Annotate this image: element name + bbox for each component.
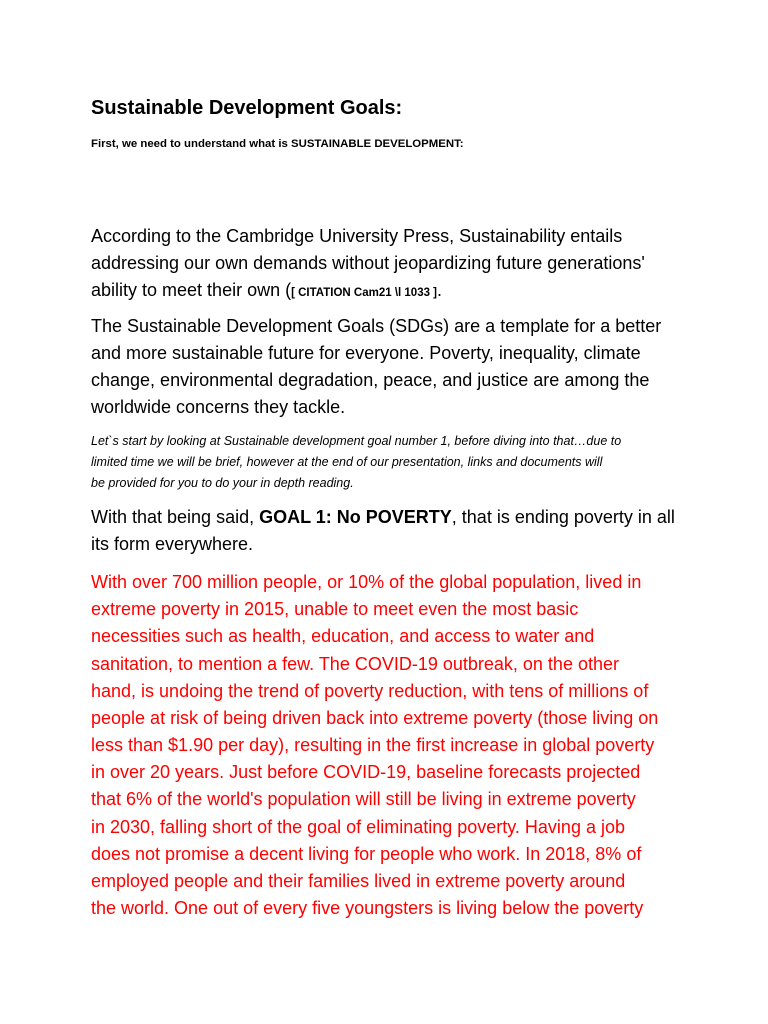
text-line: less than $1.90 per day), resulting in the first increase in global poverty xyxy=(91,735,655,756)
text-line: sanitation, to mention a few. The COVID-19 outbreak, on the other xyxy=(91,653,619,674)
text-line: According to the Cambridge University Press, Sustainability entails xyxy=(91,226,623,246)
text-line: its form everywhere. xyxy=(91,534,254,554)
text-line xyxy=(91,504,675,531)
text-line: in 2030, falling short of the goal of eliminating poverty. Having a job xyxy=(91,816,625,837)
text-segment: ability to meet their own ( xyxy=(91,280,292,300)
text-line: and more sustainable future for everyone. Poverty, inequality, climate xyxy=(91,343,641,363)
text-line: does not promise a decent living for people who work. In 2018, 8% of xyxy=(91,843,642,864)
paragraph-sustainability-definition xyxy=(91,223,645,307)
document-subtitle: First, we need to understand what is SUSTAINABLE DEVELOPMENT: xyxy=(91,138,464,150)
citation-field: [ CITATION Cam21 \l 1033 ] xyxy=(291,287,438,299)
text-line: The Sustainable Development Goals (SDGs) are a template for a better xyxy=(91,316,662,336)
text-segment: With that being said, xyxy=(91,507,260,527)
paragraph-goal-1 xyxy=(91,504,675,558)
text-line: in over 20 years. Just before COVID-19, baseline forecasts projected xyxy=(91,762,641,783)
text-line: people at risk of being driven back into extreme poverty (those living on xyxy=(91,707,659,728)
text-line: With over 700 million people, or 10% of the global population, lived in xyxy=(91,572,642,592)
document-title: Sustainable Development Goals: xyxy=(91,97,403,119)
text-line: employed people and their families lived in extreme poverty around xyxy=(91,870,626,891)
paragraph-sdg-overview xyxy=(91,313,661,421)
text-line: necessities such as health, education, and access to water and xyxy=(91,626,595,647)
text-line: the world. One out of every five youngsters is living below the poverty xyxy=(91,898,644,919)
text-line: change, environmental degradation, peace, and justice are among the xyxy=(91,370,650,390)
text-line: limited time we will be brief, however at the end of our presentation, links and documents will xyxy=(91,455,603,469)
paragraph-intro-note xyxy=(91,431,621,494)
text-line: worldwide concerns they tackle. xyxy=(91,397,346,417)
text-line: addressing our own demands without jeopardizing future generations' xyxy=(91,253,645,273)
text-line: that 6% of the world's population will still be living in extreme poverty xyxy=(91,789,636,810)
text-line: hand, is undoing the trend of poverty reduction, with tens of millions of xyxy=(91,680,649,701)
text-line xyxy=(91,277,645,307)
text-segment: , that is ending poverty in all xyxy=(451,507,675,527)
text-line: be provided for you to do your in depth reading. xyxy=(91,476,354,490)
text-line: Let`s start by looking at Sustainable development goal number 1, before diving into that…due to xyxy=(91,434,622,448)
text-segment: . xyxy=(437,280,443,300)
paragraph-poverty-facts xyxy=(91,569,658,922)
goal-1-label: GOAL 1: No POVERTY xyxy=(259,507,452,527)
text-line: extreme poverty in 2015, unable to meet even the most basic xyxy=(91,599,579,620)
